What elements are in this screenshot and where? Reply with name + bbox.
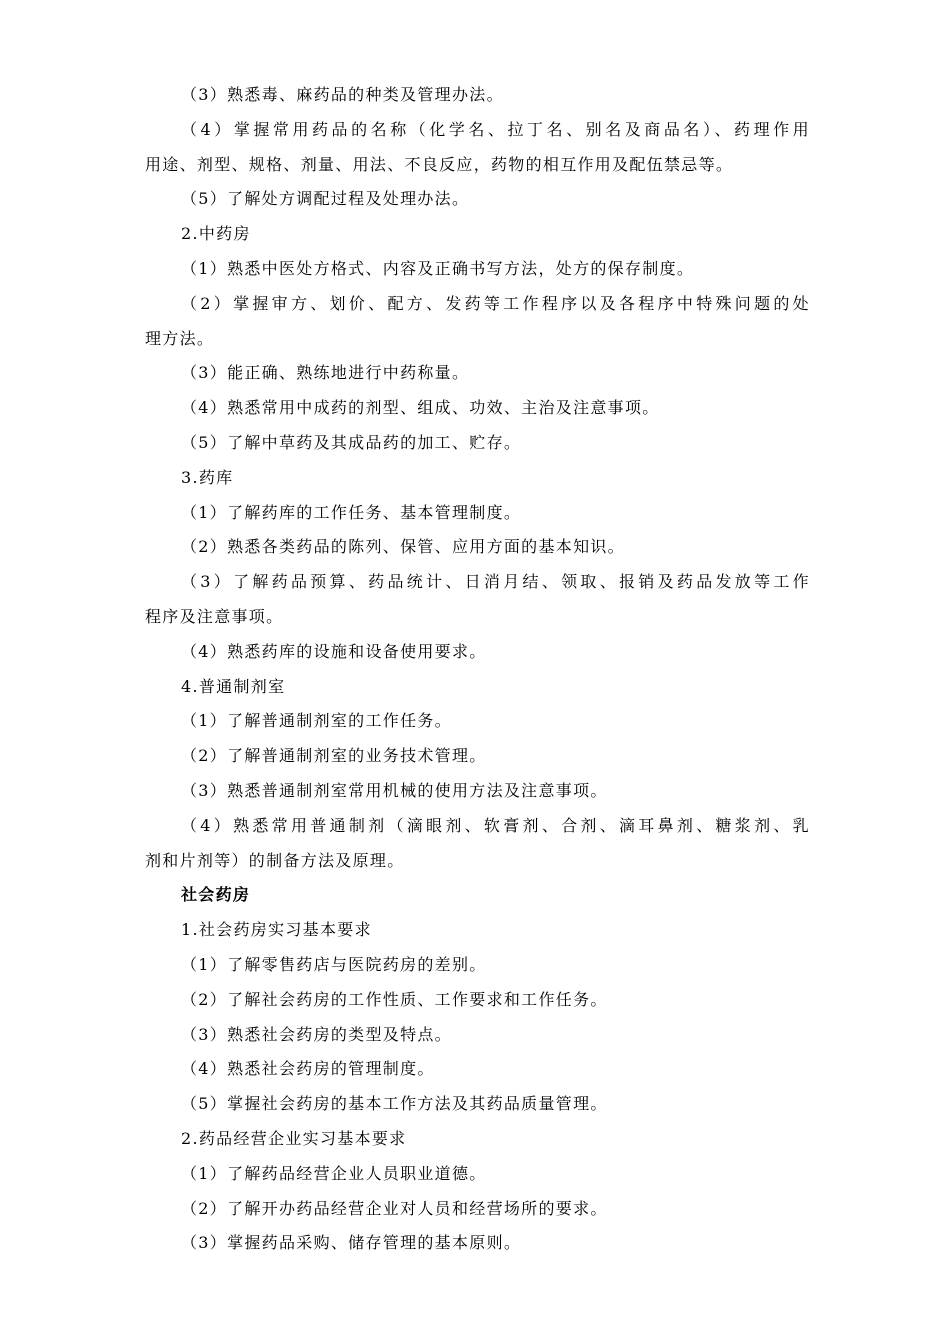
text-line: 剂和片剂等）的制备方法及原理。 [145,850,405,870]
text-line: （4）掌握常用药品的名称（化学名、拉丁名、别名及商品名）、药理作用 [181,119,810,139]
text-line: （1）了解普通制剂室的工作任务。 [181,711,452,731]
text-line: 用途、剂型、规格、剂量、用法、不良反应，药物的相互作用及配伍禁忌等。 [145,154,734,174]
text-line: （2）了解社会药房的工作性质、工作要求和工作任务。 [181,989,608,1009]
text-line: （5）了解中草药及其成品药的加工、贮存。 [181,432,522,452]
section-heading: 4.普通制剂室 [181,676,286,696]
text-line: （3）能正确、熟练地进行中药称量。 [181,363,470,383]
text-line: （1）了解零售药店与医院药房的差别。 [181,954,487,974]
text-line: （2）了解普通制剂室的业务技术管理。 [181,746,487,766]
text-line: （2）熟悉各类药品的陈列、保管、应用方面的基本知识。 [181,537,625,557]
text-line: （3）熟悉毒、麻药品的种类及管理办法。 [181,85,504,104]
text-line: （3）了解药品预算、药品统计、日消月结、领取、报销及药品发放等工作 [181,572,810,592]
chapter-heading: 社会药房 [181,885,251,905]
text-line: （1）了解药库的工作任务、基本管理制度。 [181,502,522,522]
text-line: （4）熟悉社会药房的管理制度。 [181,1059,435,1079]
text-line: 程序及注意事项。 [145,606,284,626]
text-line: （1）熟悉中医处方格式、内容及正确书写方法，处方的保存制度。 [181,258,695,278]
text-line: （4）熟悉常用普通制剂（滴眼剂、软膏剂、合剂、滴耳鼻剂、糖浆剂、乳 [181,815,810,835]
text-line: （1）了解药品经营企业人员职业道德。 [181,1163,487,1183]
text-line: （2）了解开办药品经营企业对人员和经营场所的要求。 [181,1198,608,1218]
text-line: （3）熟悉社会药房的类型及特点。 [181,1024,452,1044]
text-line: （4）熟悉常用中成药的剂型、组成、功效、主治及注意事项。 [181,398,660,418]
section-heading: 2.中药房 [181,224,251,244]
text-line: （3）熟悉普通制剂室常用机械的使用方法及注意事项。 [181,780,608,800]
text-line: （4）熟悉药库的设施和设备使用要求。 [181,641,487,661]
document-body [145,78,810,1261]
section-heading: 3.药库 [181,467,234,487]
text-line: （3）掌握药品采购、储存管理的基本原则。 [181,1233,522,1253]
text-line: （2）掌握审方、划价、配方、发药等工作程序以及各程序中特殊问题的处 [181,293,810,313]
section-heading: 2.药品经营企业实习基本要求 [181,1128,407,1148]
text-line: （5）了解处方调配过程及处理办法。 [181,189,470,209]
section-heading: 1.社会药房实习基本要求 [181,920,372,940]
text-line: （5）掌握社会药房的基本工作方法及其药品质量管理。 [181,1094,608,1114]
text-line: 理方法。 [145,328,215,348]
